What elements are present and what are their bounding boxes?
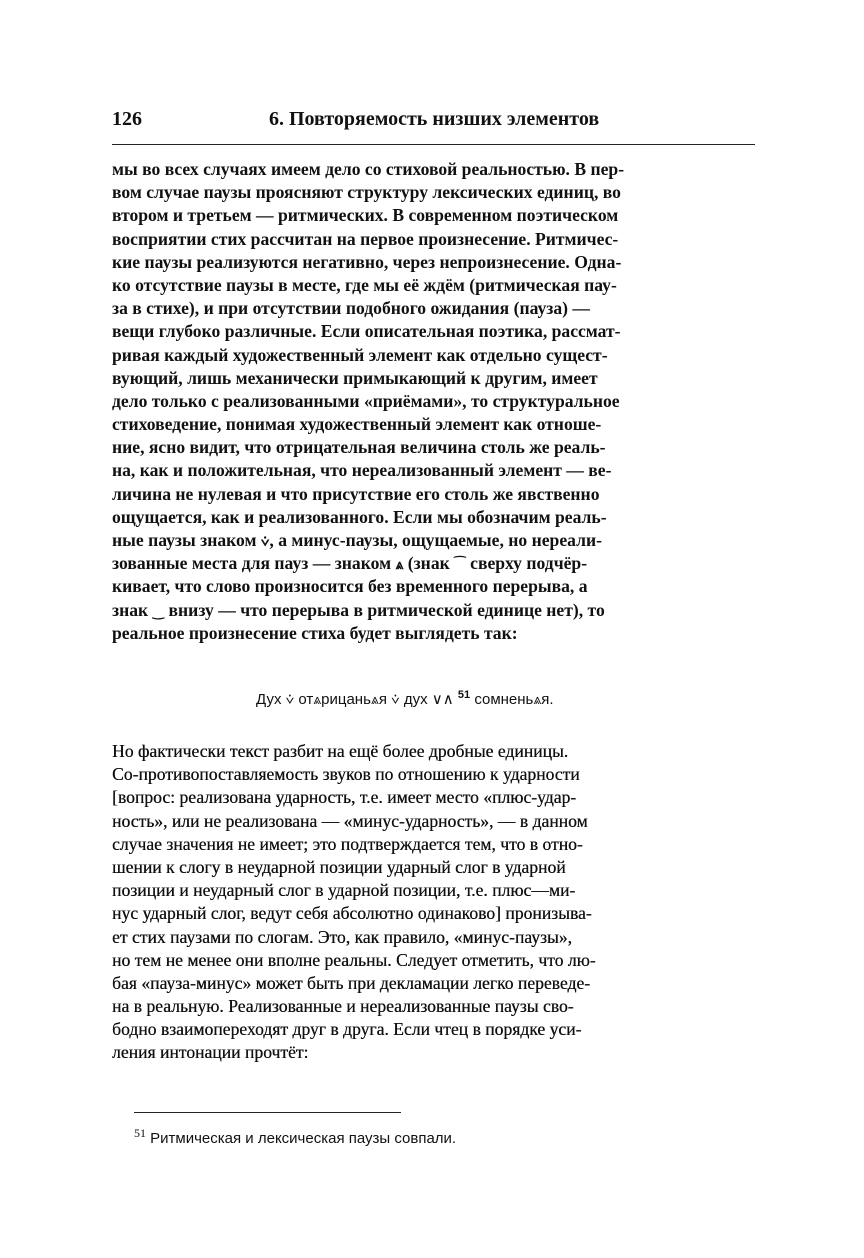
page-header bbox=[112, 108, 755, 132]
text-line: бодно взаимопереходят друг в друга. Если чтец в порядке уси- bbox=[112, 1019, 582, 1040]
scansion-word: от bbox=[298, 691, 314, 708]
scansion-word: я bbox=[378, 691, 387, 708]
text-fragment: зованные места для пауз — знаком bbox=[112, 553, 396, 574]
scansion-word: сомнень bbox=[474, 691, 534, 708]
footnote-rule bbox=[134, 1112, 401, 1113]
text-line: на в реальную. Реализованные и нереализованные паузы сво- bbox=[112, 996, 574, 1017]
under-arc-mark-icon: ‿ bbox=[152, 603, 165, 620]
real-pause-mark-icon: ⩒ bbox=[285, 692, 295, 708]
text-line: реальное произнесение стиха будет выглядеть так: bbox=[112, 622, 518, 643]
text-line: стиховедение, понимая художественный элемент как отноше- bbox=[112, 414, 602, 435]
scansion-word: я. bbox=[541, 691, 554, 708]
text-line: случае значения не имеет; это подтверждается тем, что в отно- bbox=[112, 833, 583, 854]
text-line: ривая каждый художественный элемент как отдельно сущест- bbox=[112, 344, 608, 365]
paragraph-2 bbox=[112, 740, 767, 1065]
real-pause-mark-icon: ⩒ bbox=[260, 534, 270, 550]
scansion-mark: ∨∧ bbox=[431, 691, 454, 708]
text-line: ления интонации прочтёт: bbox=[112, 1042, 309, 1063]
scansion-word: дух bbox=[403, 691, 428, 708]
text-line: шении к слогу в неударной позиции ударный слог в ударной bbox=[112, 856, 566, 877]
text-line: втором и третьем — ритмических. В современном поэтическом bbox=[112, 205, 619, 226]
text-line: вом случае паузы проясняют структуру лексических единиц, во bbox=[112, 182, 621, 203]
text-fragment: ные паузы знаком bbox=[112, 530, 261, 550]
text-line: за в стихе), и при отсутствии подобного ожидания (пауза) — bbox=[112, 298, 591, 319]
text-line: позиции и неударный слог в ударной позиции, т.е. плюс—ми- bbox=[112, 880, 576, 901]
minus-pause-mark-icon: ⩓ bbox=[533, 692, 542, 708]
page-number: 126 bbox=[112, 108, 142, 130]
verse-scansion bbox=[256, 689, 554, 708]
text-line: ет стих паузами по слогам. Это, как правило, «минус-паузы», bbox=[112, 926, 572, 947]
minus-pause-mark-icon: ⩓ bbox=[395, 557, 404, 574]
footnote-number: 51 bbox=[134, 1126, 146, 1140]
text-line: кивает, что слово произносится без временного перерыва, а bbox=[112, 576, 588, 597]
footnote bbox=[134, 1126, 456, 1147]
text-line: на, как и положительная, что нереализованный элемент — ве- bbox=[112, 460, 612, 481]
text-fragment: сверху подчёр- bbox=[465, 553, 588, 574]
text-line: [вопрос: реализована ударность, т.е. имеет место «плюс-удар- bbox=[112, 787, 577, 808]
text-line: вующий, лишь механически примыкающий к другим, имеет bbox=[112, 367, 598, 388]
text-line: ощущается, как и реализованного. Если мы обозначим реаль- bbox=[112, 506, 607, 527]
text-line: ние, ясно видит, что отрицательная величина столь же реаль- bbox=[112, 437, 606, 458]
header-rule bbox=[112, 144, 755, 145]
text-line: Со-противопоставляемость звуков по отношению к ударности bbox=[112, 764, 580, 785]
text-line: дело только с реализованными «приёмами», то структуральное bbox=[112, 390, 620, 411]
minus-pause-mark-icon: ⩓ bbox=[313, 692, 322, 708]
scansion-word: рицань bbox=[321, 691, 371, 708]
footnote-text: Ритмическая и лексическая паузы совпали. bbox=[150, 1130, 457, 1147]
scansion-word: Дух bbox=[256, 691, 282, 708]
text-line: но тем не менее они вполне реальны. Следует отметить, что лю- bbox=[112, 949, 596, 970]
running-title: 6. Повторяемость низших элементов bbox=[269, 108, 600, 130]
text-line: вещи глубоко различные. Если описательная поэтика, рассмат- bbox=[112, 321, 621, 342]
text-fragment: (знак bbox=[403, 553, 455, 574]
footnote-ref: 51 bbox=[457, 689, 471, 701]
text-line bbox=[112, 599, 767, 622]
text-line bbox=[112, 529, 767, 552]
text-line: ко отсутствие паузы в месте, где мы её ждём (ритмическая пау- bbox=[112, 274, 617, 295]
text-line: мы во всех случаях имеем дело со стиховой реальностью. В пер- bbox=[112, 159, 625, 179]
text-line: ность», или не реализована — «минус-ударность», — в данном bbox=[112, 810, 588, 831]
text-fragment: внизу — что перерыва в ритмической единице нет), то bbox=[164, 599, 605, 620]
over-arc-mark-icon: ⁀ bbox=[454, 557, 466, 574]
text-line bbox=[112, 552, 767, 575]
minus-pause-mark-icon: ⩓ bbox=[370, 692, 379, 708]
text-line: нус ударный слог, ведут себя абсолютно одинаково] пронизыва- bbox=[112, 903, 592, 924]
real-pause-mark-icon: ⩒ bbox=[391, 692, 400, 708]
text-line: бая «пауза-минус» может быть при декламации легко переведе- bbox=[112, 972, 591, 993]
text-fragment: , а минус-паузы, ощущаемые, но нереали- bbox=[269, 530, 602, 550]
text-line: личина не нулевая и что присутствие его столь же явственно bbox=[112, 483, 600, 504]
text-line: восприятии стих рассчитан на первое произнесение. Ритмичес- bbox=[112, 228, 619, 249]
text-line: Но фактически текст разбит на ещё более дробные единицы. bbox=[112, 741, 569, 761]
text-fragment: знак bbox=[112, 599, 153, 620]
text-line: кие паузы реализуются негативно, через непроизнесение. Одна- bbox=[112, 251, 622, 272]
paragraph-1 bbox=[112, 158, 767, 645]
